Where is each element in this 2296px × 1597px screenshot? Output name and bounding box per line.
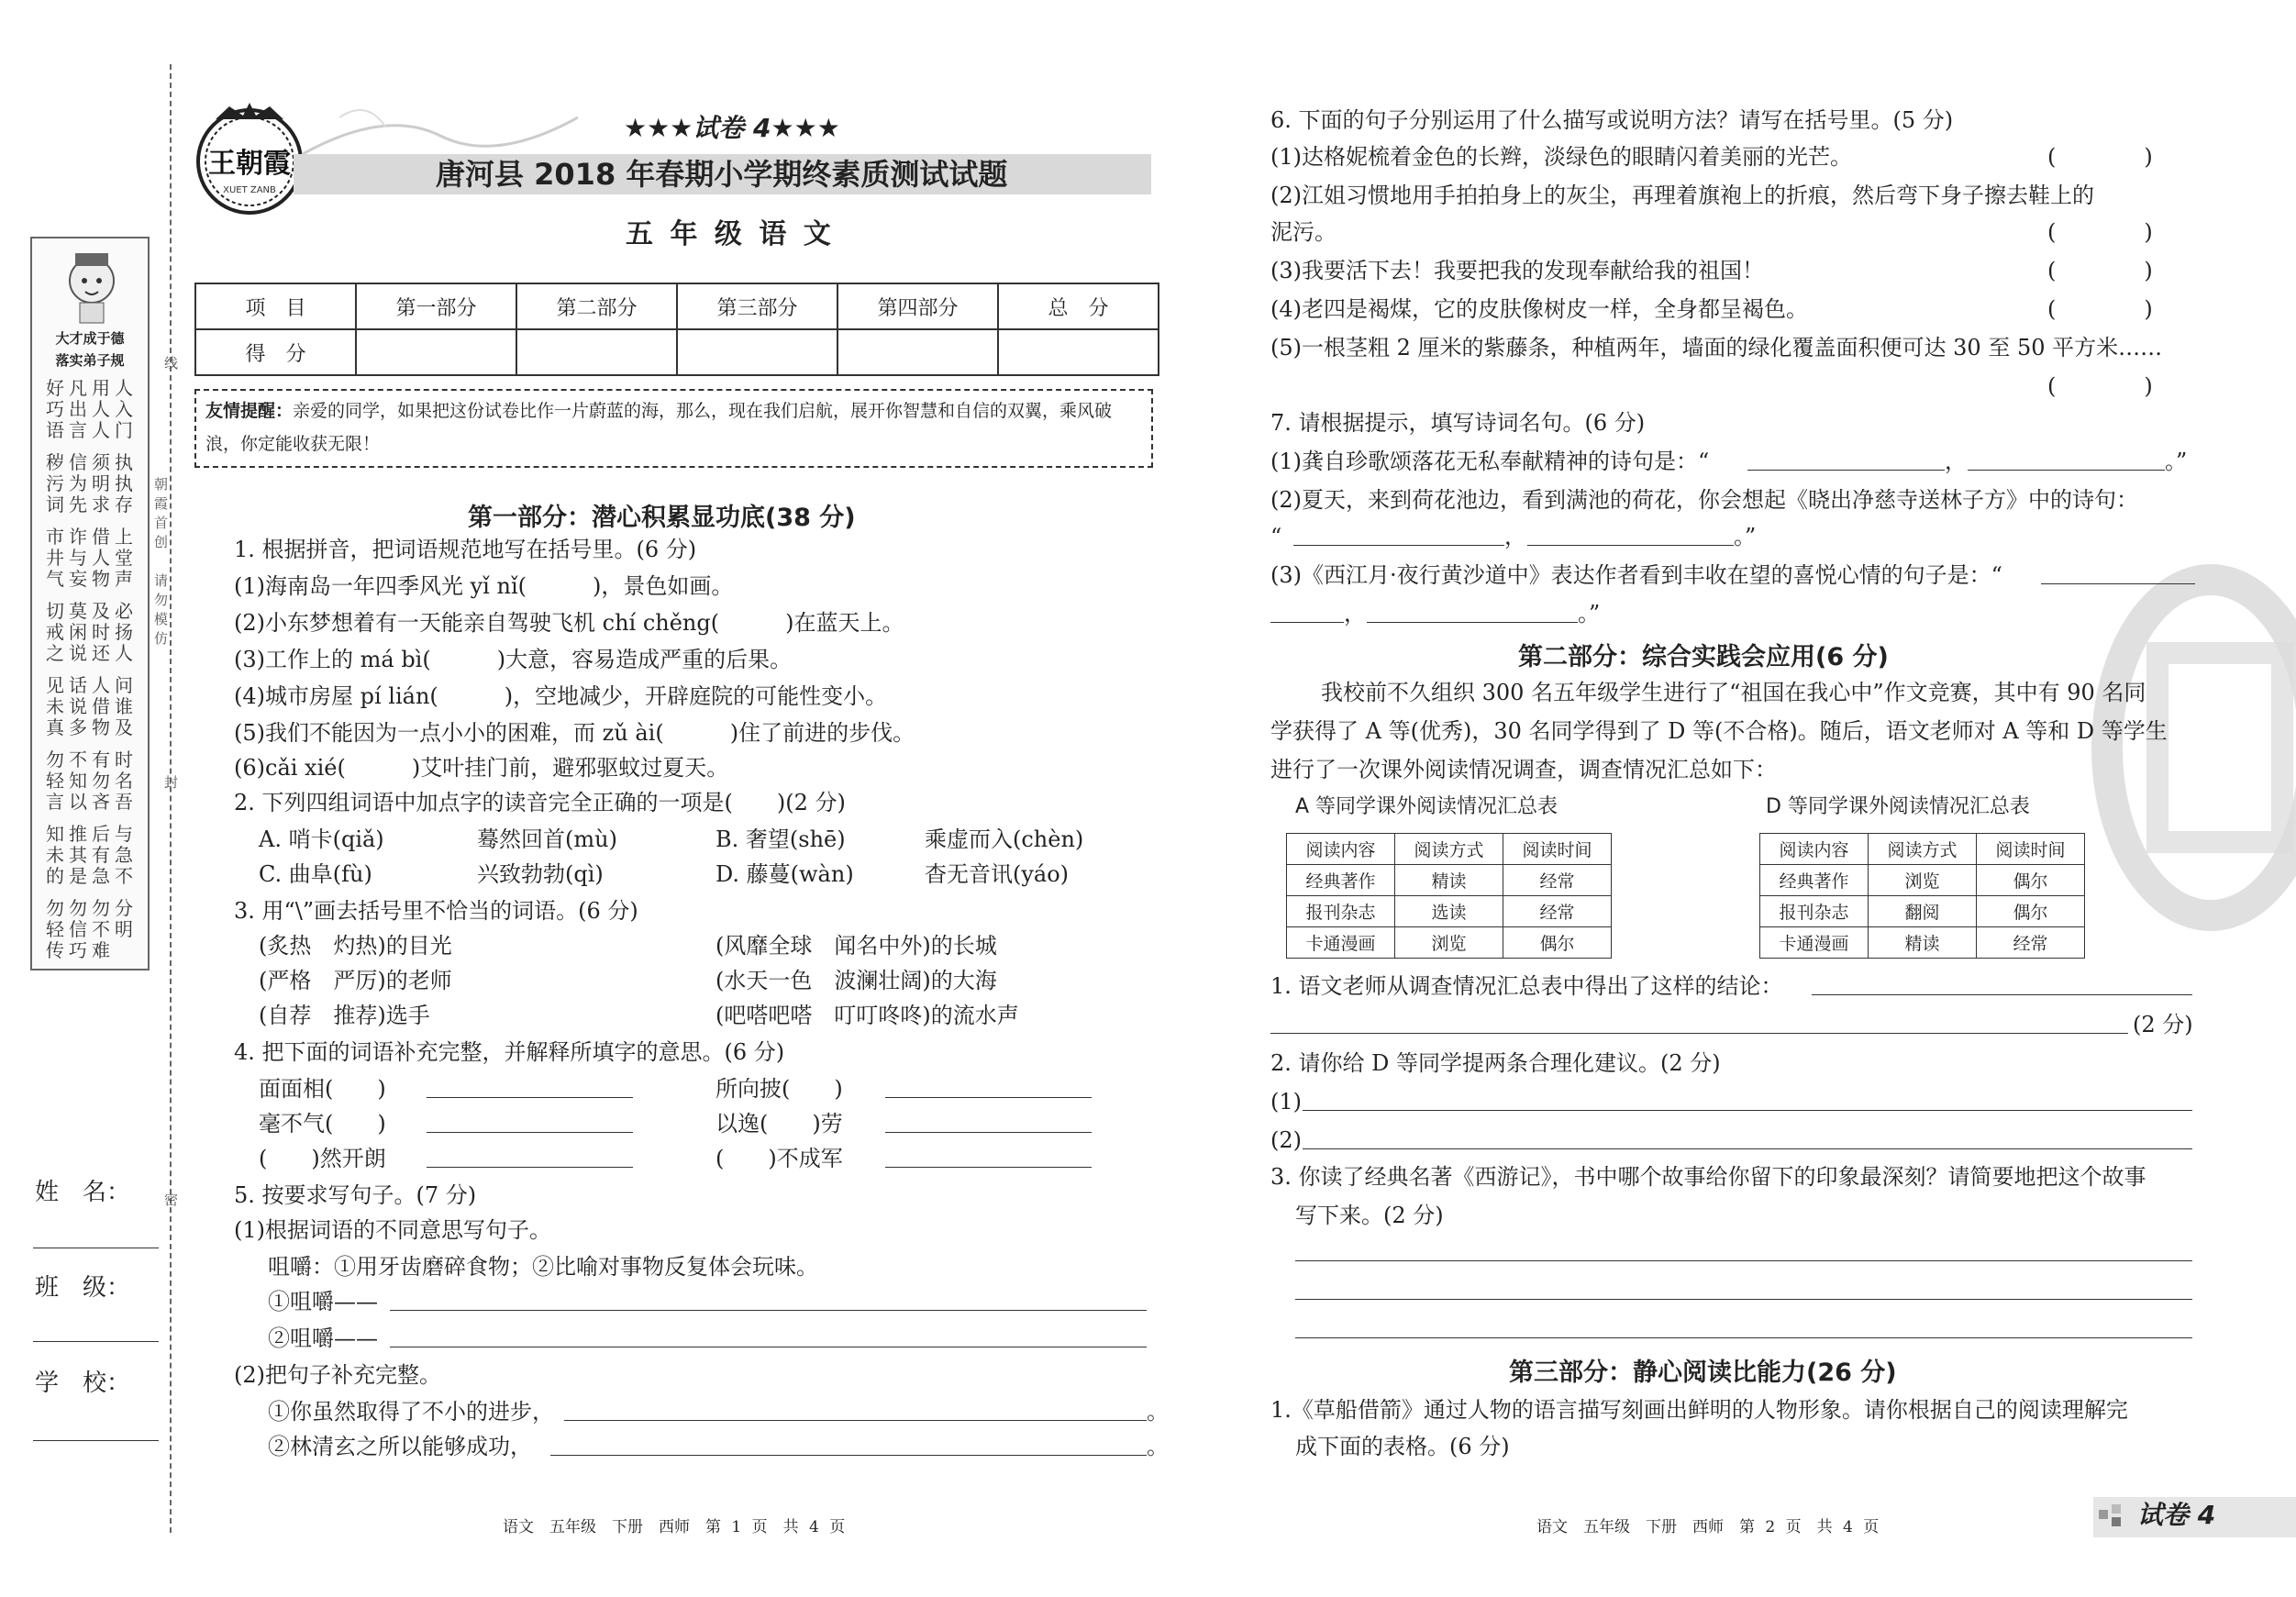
footer-badge: 试卷 4 — [2137, 1500, 2216, 1530]
s2-q3-answer-line[interactable] — [1295, 1337, 2192, 1338]
section2-paragraph: 进行了一次课外阅读情况调查，调查情况汇总如下： — [1270, 757, 1777, 782]
q4-answer-line[interactable] — [427, 1167, 633, 1168]
table-d-cell: 浏览 — [1869, 865, 1977, 896]
q2-option: A. 哨卡(qiǎ) — [259, 826, 384, 852]
table-a-header: 阅读内容 — [1287, 834, 1395, 865]
q6-stem: 6. 下面的句子分别运用了什么描写或说明方法？请写在括号里。(5 分) — [1270, 107, 1954, 133]
score-table — [194, 283, 1159, 376]
svg-text:XUET ZANB: XUET ZANB — [223, 185, 276, 195]
s2-q1-score: (2 分) — [2133, 1012, 2193, 1037]
q6-answer[interactable]: ( ) — [2047, 219, 2153, 245]
table-a-header: 阅读时间 — [1503, 834, 1612, 865]
score-row-label: 得 分 — [195, 329, 356, 375]
q3-item: (吧嗒吧嗒 叮叮咚咚)的流水声 — [715, 1003, 1019, 1028]
q5-line-label: ①咀嚼—— — [268, 1289, 378, 1314]
table-d-cell: 偶尔 — [1977, 865, 2085, 896]
footer-right: 语文 五年级 下册 西师 第 2 页 共 4 页 — [1536, 1518, 1880, 1536]
s2-q2-answer-line[interactable] — [1303, 1110, 2192, 1111]
score-cell[interactable] — [837, 329, 998, 375]
q2-option: 兴致勃勃(qì) — [477, 861, 604, 887]
q5-stem: 5. 按要求写句子。(7 分) — [234, 1182, 477, 1208]
q6-answer[interactable]: ( ) — [2047, 296, 2153, 322]
table-a-cell: 经典著作 — [1287, 865, 1395, 896]
table-d-cell: 精读 — [1869, 927, 1977, 959]
q7-line-1: (1)龚自珍歌颂落花无私奉献精神的诗句是：“ — [1270, 449, 1710, 474]
s2-q3-answer-line[interactable] — [1295, 1299, 2192, 1300]
table-d-cell: 经常 — [1977, 927, 2085, 959]
q5-sentence-2: ②林清玄之所以能够成功， — [268, 1434, 532, 1459]
q2-option: C. 曲阜(fù) — [259, 861, 372, 887]
q7-answer-line[interactable] — [1968, 470, 2165, 471]
scholar-icon — [52, 244, 131, 327]
q4-item: 面面相( ) — [259, 1076, 386, 1102]
q7-open-quote: “ — [1270, 524, 1282, 549]
q5-sentence-1: ①你虽然取得了不小的进步， — [268, 1399, 554, 1425]
q7-line-2: (2)夏天，来到荷花池边，看到满池的荷花，你会想起《晓出净慈寺送林子方》中的诗句： — [1270, 487, 2138, 513]
score-header: 第四部分 — [837, 283, 998, 329]
motto-column: 人 入 门 执 执 存 上 堂 声 必 扬 人 问 谁 及 时 名 吾 与 急 不 分 明 — [115, 377, 133, 940]
motto-column: 用 人 人 须 明 求 借 人 物 及 时 还 人 借 物 有 勿 吝 后 有 急 勿 不 难 — [92, 377, 110, 961]
table-a-cell: 浏览 — [1395, 927, 1503, 959]
score-header: 总 分 — [998, 283, 1159, 329]
friendly-tip — [194, 389, 1153, 468]
q1-item: (4)城市房屋 pí lián( )，空地减少，开辟庭院的可能性变小。 — [234, 683, 888, 709]
section2-paragraph: 学获得了 A 等(优秀)，30 名同学得到了 D 等(不合格)。随后，语文老师对 A 等和 D 等学生 — [1270, 718, 2168, 744]
score-cell[interactable] — [998, 329, 1159, 375]
q7-stem: 7. 请根据提示，填写诗词名句。(6 分) — [1270, 410, 1646, 436]
section3-title: 第三部分：静心阅读比能力(26 分) — [1509, 1359, 1897, 1387]
s2-q1-answer-line[interactable] — [1812, 994, 2192, 995]
q4-item: ( )不成军 — [715, 1146, 843, 1171]
q5-sub2: (2)把句子补充完整。 — [234, 1362, 441, 1388]
class-field[interactable] — [33, 1341, 159, 1342]
table-a-cell: 报刊杂志 — [1287, 896, 1395, 927]
q7-line-3: (3)《西江月·夜行黄沙道中》表达作者看到丰收在望的喜悦心情的句子是：“ — [1270, 562, 2002, 588]
paper-badge: ★★★试卷 4★★★ — [624, 113, 840, 143]
score-header: 第二部分 — [516, 283, 677, 329]
q7-end: 。” — [2165, 449, 2188, 474]
q5-sub1: (1)根据词语的不同意思写句子。 — [234, 1217, 551, 1243]
q7-comma: ， — [1504, 524, 1526, 549]
table-a-cell: 偶尔 — [1503, 927, 1612, 959]
q1-item: (5)我们不能因为一点小小的困难，而 zǔ ài( )住了前进的步伐。 — [234, 720, 915, 746]
q4-item: 毫不气( ) — [259, 1111, 386, 1137]
q4-answer-line[interactable] — [885, 1097, 1092, 1098]
q5-answer-line[interactable] — [390, 1310, 1147, 1311]
s3-q1-cont: 成下面的表格。(6 分) — [1295, 1434, 1510, 1459]
q1-item: (3)工作上的 má bì( )大意，容易造成严重的后果。 — [234, 647, 793, 672]
q1-item: (1)海南岛一年四季风光 yǐ nǐ( )，景色如画。 — [234, 573, 734, 599]
q6-answer[interactable]: ( ) — [2047, 373, 2153, 399]
s2-q3: 3. 你读了经典名著《西游记》，书中哪个故事给你留下的印象最深刻？请简要地把这个故事 — [1270, 1164, 2146, 1190]
q7-comma: ， — [1344, 601, 1366, 627]
s3-q1: 1.《草船借箭》通过人物的语言描写刻画出鲜明的人物形象。请你根据自己的阅读理解完 — [1270, 1397, 2128, 1423]
q2-option: 杳无音讯(yáo) — [925, 861, 1070, 887]
table-a-cell: 经常 — [1503, 865, 1612, 896]
tip-label: 友情提醒： — [205, 401, 294, 421]
q6-item: (3)我要活下去！我要把我的发现奉献给我的祖国！ — [1270, 258, 1764, 283]
q2-option: B. 奢望(shē) — [715, 826, 846, 852]
s2-q2-label: (2) — [1270, 1127, 1302, 1153]
q4-item: ( )然开朗 — [259, 1146, 386, 1171]
binding-label-xian: 线 — [162, 356, 179, 375]
motto-columns — [45, 378, 137, 965]
table-a-cell: 卡通漫画 — [1287, 927, 1395, 959]
s2-q2-label: (1) — [1270, 1089, 1302, 1115]
table-a-cell: 精读 — [1395, 865, 1503, 896]
q6-item: (1)达格妮梳着金色的长辫，淡绿色的眼睛闪着美丽的光芒。 — [1270, 144, 1852, 170]
q6-answer[interactable]: ( ) — [2047, 258, 2153, 283]
q2-option: 蓦然回首(mù) — [477, 826, 617, 852]
score-cell[interactable] — [356, 329, 516, 375]
table-d — [1759, 833, 2085, 959]
footer-square — [2112, 1504, 2121, 1514]
table-a-cell: 选读 — [1395, 896, 1503, 927]
q7-end: 。” — [1578, 601, 1601, 627]
q4-answer-line[interactable] — [427, 1097, 633, 1098]
q7-answer-line[interactable] — [1367, 622, 1578, 623]
q3-item: (水天一色 波澜壮阔)的大海 — [715, 968, 997, 993]
motto-column: 凡 出 言 信 为 先 诈 与 妄 莫 闲 说 话 说 多 不 知 以 推 其 是 勿 信 巧 — [69, 377, 87, 961]
motto-line-2: 落实弟子规 — [55, 352, 125, 369]
q2-option: D. 藤蔓(wàn) — [715, 861, 854, 887]
footer-left: 语文 五年级 下册 西师 第 1 页 共 4 页 — [503, 1518, 846, 1536]
q6-item: (4)老四是褐煤，它的皮肤像树皮一样，全身都呈褐色。 — [1270, 296, 1808, 322]
table-a-cell: 经常 — [1503, 896, 1612, 927]
table-a — [1286, 833, 1612, 959]
q6-answer[interactable]: ( ) — [2047, 144, 2153, 170]
binding-label-feng: 封 — [162, 775, 179, 794]
q2-stem: 2. 下列四组词语中加点字的读音完全正确的一项是( )(2 分) — [234, 790, 846, 815]
s2-q2-answer-line[interactable] — [1303, 1148, 2192, 1149]
subject-title: 五 年 级 语 文 — [626, 218, 835, 250]
q6-item: (2)江姐习惯地用手拍拍身上的灰尘，再理着旗袍上的折痕，然后弯下身子擦去鞋上的 — [1270, 183, 2094, 208]
q4-item: 所向披( ) — [715, 1076, 843, 1102]
q6-item: (5)一根茎粗 2 厘米的紫藤条，种植两年，墙面的绿化覆盖面积便可达 30 至 50 平方米…… — [1270, 335, 2163, 360]
copyright-note: 朝霞首创 请勿模仿 — [152, 477, 169, 650]
q3-stem: 3. 用“\”画去括号里不恰当的词语。(6 分) — [234, 898, 638, 924]
s2-q1: 1. 语文老师从调查情况汇总表中得出了这样的结论： — [1270, 973, 1783, 999]
q3-item: (风靡全球 闻名中外)的长城 — [715, 933, 997, 959]
table-d-cell: 翻阅 — [1869, 896, 1977, 927]
q2-option: 乘虚而入(chèn) — [925, 826, 1084, 852]
tip-text: 亲爱的同学，如果把这份试卷比作一片蔚蓝的海，那么，现在我们启航，展开你智慧和自信的双翼，乘风破浪，你定能收获无限！ — [205, 401, 1113, 454]
table-d-cell: 卡通漫画 — [1760, 927, 1869, 959]
q1-stem: 1. 根据拼音，把词语规范地写在括号里。(6 分) — [234, 537, 697, 562]
binding-line — [170, 64, 172, 1533]
q5-definition: 咀嚼：①用牙齿磨碎食物；②比喻对事物反复体会玩味。 — [268, 1254, 818, 1280]
score-header: 项 目 — [195, 283, 356, 329]
table-d-header: 阅读方式 — [1869, 834, 1977, 865]
s2-q3-cont: 写下来。(2 分) — [1295, 1203, 1444, 1228]
section1-title: 第一部分：潜心积累显功底(38 分) — [468, 504, 856, 532]
school-field[interactable] — [33, 1440, 159, 1441]
q4-answer-line[interactable] — [427, 1132, 633, 1133]
q4-answer-line[interactable] — [885, 1132, 1092, 1133]
q7-answer-line[interactable] — [1270, 622, 1344, 623]
table-d-header: 阅读时间 — [1977, 834, 2085, 865]
q1-item: (2)小东梦想着有一天能亲自驾驶飞机 chí chěng( )在蓝天上。 — [234, 610, 904, 636]
table-d-cell: 偶尔 — [1977, 896, 2085, 927]
s2-q2: 2. 请你给 D 等同学提两条合理化建议。(2 分) — [1270, 1050, 1721, 1076]
table-d-cell: 经典著作 — [1760, 865, 1869, 896]
score-cell[interactable] — [677, 329, 837, 375]
q4-stem: 4. 把下面的词语补充完整，并解释所填字的意思。(6 分) — [234, 1039, 785, 1065]
motto-line-1: 大才成于德 — [55, 330, 125, 347]
svg-text:王朝霞: 王朝霞 — [208, 148, 291, 180]
q5-answer-line[interactable] — [564, 1420, 1147, 1421]
q7-answer-line[interactable] — [2041, 583, 2195, 584]
q7-answer-line[interactable] — [1747, 470, 1945, 471]
q4-answer-line[interactable] — [885, 1167, 1092, 1168]
q6-item: 泥污。 — [1270, 219, 1337, 245]
binding-label-mi: 密 — [162, 1192, 179, 1212]
q5-answer-line[interactable] — [550, 1455, 1147, 1456]
q7-answer-line[interactable] — [1527, 545, 1734, 546]
s2-q1-answer-line[interactable] — [1270, 1033, 2128, 1034]
school-label: 学 校： — [35, 1370, 131, 1397]
q3-item: (严格 严厉)的老师 — [259, 968, 452, 993]
section2-paragraph: 我校前不久组织 300 名五年级学生进行了“祖国在我心中”作文竞赛，其中有 90 名同 — [1321, 680, 2146, 705]
q5-period: 。 — [1147, 1434, 1169, 1459]
q5-line-label: ②咀嚼—— — [268, 1325, 378, 1351]
class-label: 班 级： — [35, 1274, 131, 1302]
score-cell[interactable] — [516, 329, 677, 375]
footer-square — [2099, 1510, 2108, 1519]
q1-item: (6)cǎi xié( )艾叶挂门前，避邪驱蚊过夏天。 — [234, 755, 729, 781]
q3-item: (自荐 推荐)选手 — [259, 1003, 430, 1028]
name-label: 姓 名： — [35, 1179, 131, 1206]
q4-item: 以逸( )劳 — [715, 1111, 843, 1137]
paper-title: 唐河县 2018 年春期小学期终素质测试试题 — [436, 157, 1008, 192]
table-a-caption: A 等同学课外阅读情况汇总表 — [1295, 795, 1558, 818]
q5-period: 。 — [1147, 1399, 1169, 1425]
table-d-header: 阅读内容 — [1760, 834, 1869, 865]
footer-square — [2112, 1517, 2121, 1526]
table-d-caption: D 等同学课外阅读情况汇总表 — [1766, 795, 2030, 818]
score-header: 第一部分 — [356, 283, 516, 329]
table-d-cell: 报刊杂志 — [1760, 896, 1869, 927]
q7-end: 。” — [1734, 524, 1757, 549]
motto-panel — [30, 237, 150, 970]
q7-comma: ， — [1945, 449, 1967, 474]
table-a-header: 阅读方式 — [1395, 834, 1503, 865]
motto-column: 好 巧 语 秽 污 词 市 井 气 切 戒 之 见 未 真 勿 轻 言 知 未 的 勿 轻 传 — [46, 377, 64, 961]
section2-title: 第二部分：综合实践会应用(6 分) — [1518, 643, 1889, 671]
q7-answer-line[interactable] — [1293, 545, 1504, 546]
score-header: 第三部分 — [677, 283, 837, 329]
watermark-seal-inner — [2146, 642, 2293, 853]
q3-item: (炙热 灼热)的目光 — [259, 933, 452, 959]
s2-q3-answer-line[interactable] — [1295, 1260, 2192, 1261]
